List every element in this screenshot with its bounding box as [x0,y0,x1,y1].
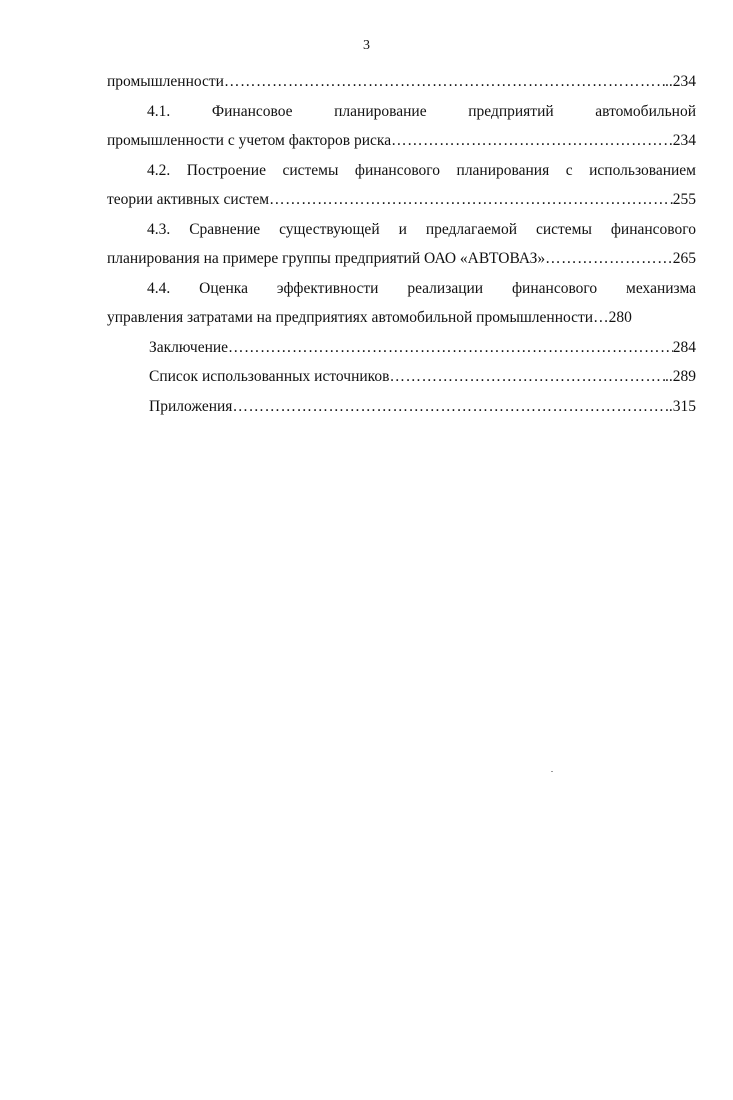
toc-entry-text: промышленности [107,73,224,90]
toc-entry-4-3-line1 [107,215,696,245]
toc-word: 4.4. Оценка [147,279,248,297]
table-of-contents [107,67,696,421]
toc-leader-dots [228,333,673,363]
toc-entry-4-4-line1 [107,274,696,304]
toc-word: финансового [512,279,598,297]
toc-word: реализации [407,279,484,297]
toc-page-number: ..234 [665,73,696,90]
page-number: 3 [363,38,370,53]
toc-entry-4-3-line2 [107,244,696,274]
toc-leader-dots [224,67,665,97]
toc-page-number: 284 [672,338,696,356]
toc-entry-4-2-line2 [107,185,696,215]
toc-entry-text: Список использованных источников [149,368,390,385]
toc-word: механизма [626,279,696,297]
toc-page-number: 265 [672,250,696,267]
toc-entry-continuation [107,67,696,97]
toc-entry-conclusion [107,333,696,363]
toc-entry-appendices [107,392,696,422]
toc-word: автомобильной [595,102,696,120]
toc-page-number: ..315 [665,397,696,415]
toc-entry-text: теории активных систем [107,191,270,208]
toc-entry-text: 4.2. Построение системы финансового планирования с использованием [147,161,696,179]
toc-word: предприятий [468,102,554,120]
toc-entry-text: 4.3. Сравнение существующей и предлагаемой системы финансового [147,220,696,238]
toc-leader-dots [269,185,673,215]
toc-entry-text: планирования на примере группы предприятий ОАО «АВТОВАЗ» [107,250,546,267]
toc-entry-text: промышленности с учетом факторов риска [107,132,392,149]
toc-word: Финансовое [211,102,293,120]
toc-page-number: .234 [668,132,696,149]
toc-entry-4-1-line2 [107,126,696,156]
toc-entry-number: 4.1. [147,102,171,120]
toc-entry-text: управления затратами на предприятиях автомобильной промышленности…280 [107,309,632,326]
toc-entry-sources [107,362,696,392]
toc-entry-4-2-line1 [107,156,696,186]
toc-page-number: 255 [672,191,696,208]
toc-leader-dots [391,126,669,156]
scan-speck [551,771,553,772]
toc-word: планирование [334,102,427,120]
toc-entry-text: Приложения [149,397,233,415]
toc-leader-dots [389,362,665,392]
toc-entry-text: Заключение [149,338,229,356]
toc-word: эффективности [276,279,379,297]
toc-entry-4-4-line2 [107,303,696,333]
toc-leader-dots [545,244,673,274]
toc-page-number: ..289 [665,368,696,385]
toc-entry-4-1-line1 [107,97,696,127]
toc-leader-dots [232,392,665,422]
